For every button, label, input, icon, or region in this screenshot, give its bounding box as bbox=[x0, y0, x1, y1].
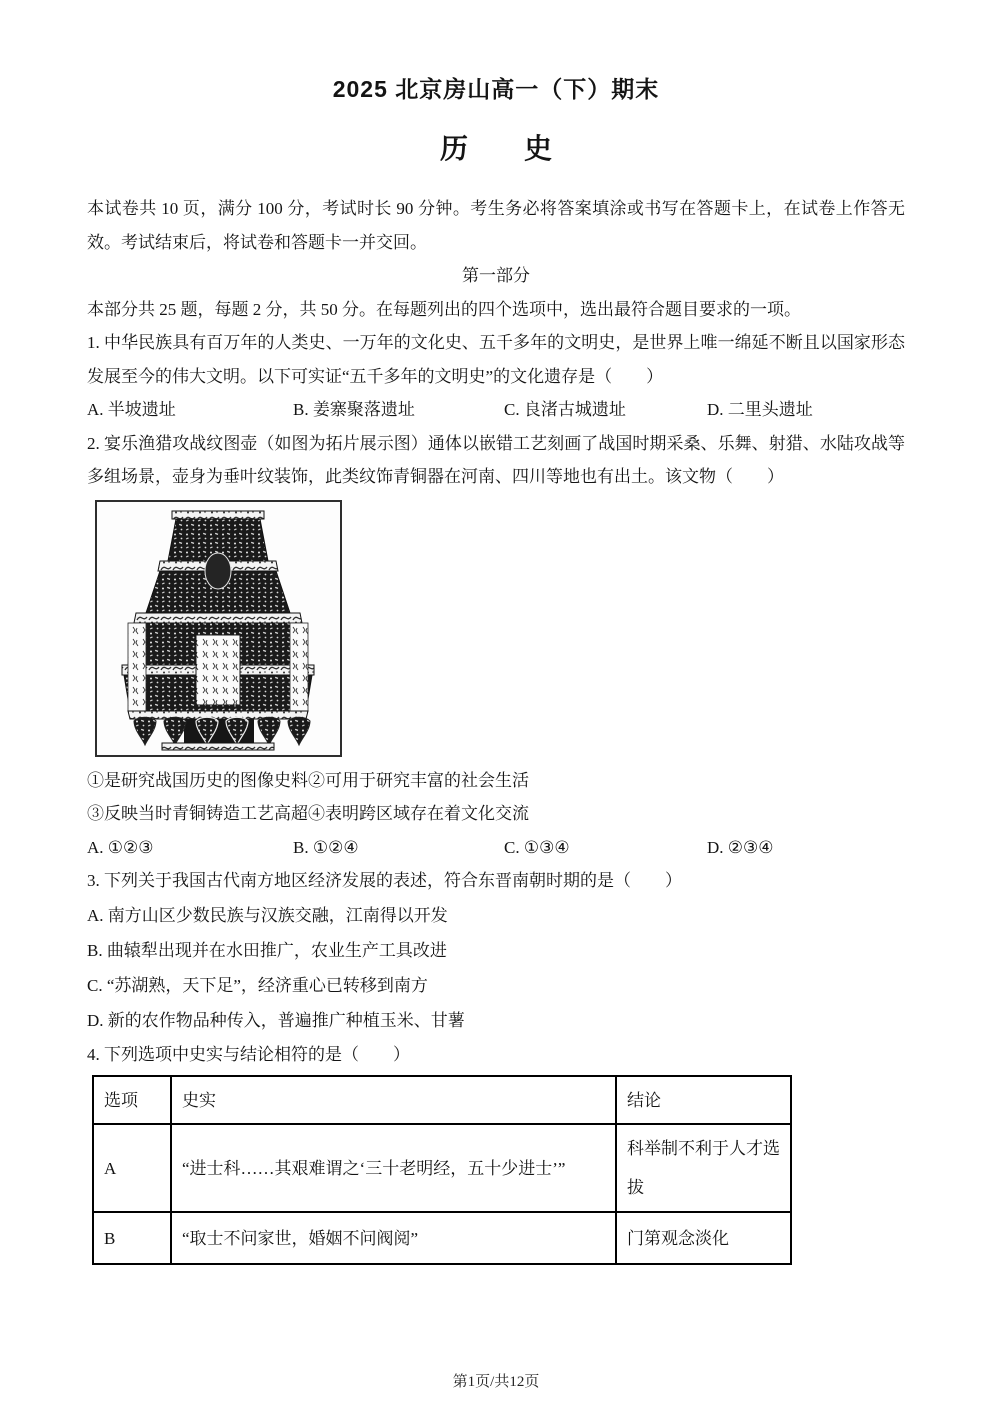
part1-heading: 第一部分 bbox=[462, 266, 530, 285]
vessel-rubbing-illustration bbox=[100, 505, 337, 752]
exam-instructions: 本试卷共 10 页，满分 100 分，考试时长 90 分钟。考生务必将答案填涂或书写在答题卡上，在试卷上作答无效。考试结束后，将试卷和答题卡一并交回。 bbox=[87, 199, 905, 252]
q2-options bbox=[87, 831, 905, 865]
q4-row-a-fact: “进士科……其艰难谓之‘三十老明经，五十少进士’” bbox=[171, 1124, 616, 1212]
q3-option-c: C. “苏湖熟，天下足”，经济重心已转移到南方 bbox=[87, 975, 428, 995]
q4-table-row-b bbox=[93, 1212, 791, 1264]
page-footer: 第1页/共12页 bbox=[452, 1374, 540, 1390]
bronze-hu-rubbing-figure bbox=[95, 500, 342, 757]
q1-stem: 1. 中华民族具有百万年的人类史、一万年的文化史、五千多年的文明史，是世界上唯一绵延不断且以国家形态发展至今的伟大文明。以下可实证“五千多年的文明史”的文化遗存是（ ） bbox=[87, 333, 905, 386]
q4-stem: 4. 下列选项中史实与结论相符的是（ ） bbox=[87, 1044, 410, 1064]
q2-option-b: B. ①②④ bbox=[293, 837, 359, 857]
q1-option-a: A. 半坡遗址 bbox=[87, 400, 176, 419]
q1-option-c: C. 良渚古城遗址 bbox=[504, 400, 626, 419]
q3-option-d: D. 新的农作物品种传入，普遍推广种植玉米、甘薯 bbox=[87, 1010, 465, 1030]
q2-statement-line1: ①是研究战国历史的图像史料②可用于研究丰富的社会生活 bbox=[87, 770, 529, 790]
q1-options bbox=[87, 393, 905, 427]
q4-row-b-fact: “取士不问家世，婚姻不问阀阅” bbox=[171, 1212, 616, 1264]
q2-stem: 2. 宴乐渔猎攻战纹图壶（如图为拓片展示图）通体以嵌错工艺刻画了战国时期采桑、乐舞、射猎、水陆攻战等多组场景，壶身为垂叶纹装饰，此类纹饰青铜器在河南、四川等地也有出土。该文物（ ） bbox=[87, 433, 905, 486]
q4-table bbox=[92, 1075, 792, 1265]
subject-title: 历 史 bbox=[439, 133, 552, 164]
q4-row-a-option: A bbox=[93, 1124, 171, 1212]
q3-stem: 3. 下列关于我国古代南方地区经济发展的表述，符合东晋南朝时期的是（ ） bbox=[87, 871, 682, 890]
q1-option-b: B. 姜寨聚落遗址 bbox=[293, 400, 415, 419]
part1-intro: 本部分共 25 题，每题 2 分，共 50 分。在每题列出的四个选项中，选出最符合题目要求的一项。 bbox=[87, 299, 801, 319]
q2-option-a: A. ①②③ bbox=[87, 837, 154, 857]
q4-header-option: 选项 bbox=[93, 1076, 171, 1124]
q2-statement-line2: ③反映当时青铜铸造工艺高超④表明跨区域存在着文化交流 bbox=[87, 804, 529, 823]
q2-option-d: D. ②③④ bbox=[707, 837, 774, 857]
q4-row-b-option: B bbox=[93, 1212, 171, 1264]
q4-table-header-row bbox=[93, 1076, 791, 1124]
q4-header-fact: 史实 bbox=[171, 1076, 616, 1124]
doc-title: 2025 北京房山高一（下）期末 bbox=[332, 76, 660, 102]
q3-option-b: B. 曲辕犁出现并在水田推广，农业生产工具改进 bbox=[87, 940, 447, 960]
q4-table-row-a bbox=[93, 1124, 791, 1212]
q4-row-b-conclusion: 门第观念淡化 bbox=[616, 1212, 791, 1264]
q4-header-conclusion: 结论 bbox=[616, 1076, 791, 1124]
q1-option-d: D. 二里头遗址 bbox=[707, 400, 813, 419]
q3-option-a: A. 南方山区少数民族与汉族交融，江南得以开发 bbox=[87, 905, 448, 925]
q2-option-c: C. ①③④ bbox=[504, 837, 570, 857]
q4-row-a-conclusion: 科举制不利于人才选拔 bbox=[616, 1124, 791, 1212]
